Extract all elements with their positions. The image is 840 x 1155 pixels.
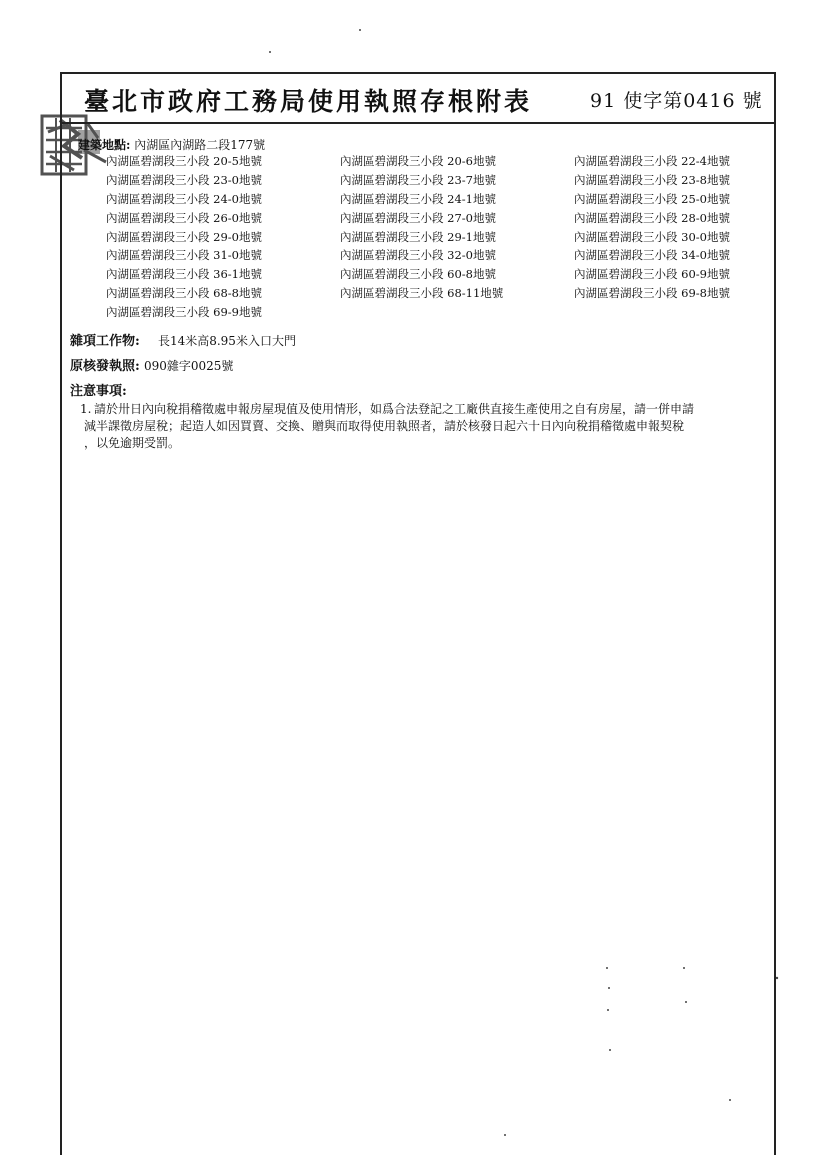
lot-column-3 [574,152,730,303]
lot-entry: 內湖區碧湖段三小段 32-0地號 [340,248,496,263]
lot-entry: 內湖區碧湖段三小段 36-1地號 [106,267,262,282]
notes-heading: 注意事項: [70,384,127,399]
note-text-line: 減半課徵房屋稅；起造人如因買賣、交換、贈與而取得使用執照者，請於核發日起六十日內向稅捐稽徵處申報契稅 [84,419,685,433]
lot-entry: 內湖區碧湖段三小段 22-4地號 [574,154,730,168]
lot-entry: 內湖區碧湖段三小段 23-8地號 [574,172,730,187]
lot-entry: 內湖區碧湖段三小段 24-1地號 [340,191,496,206]
lot-entry: 內湖區碧湖段三小段 69-8地號 [574,286,730,301]
lot-entry: 內湖區碧湖段三小段 26-0地號 [106,210,262,225]
lot-entry: 內湖區碧湖段三小段 23-7地號 [340,172,496,187]
lot-column-1 [106,152,262,322]
note-item [80,401,780,452]
original-permit-value: 090雜字0025號 [143,359,234,373]
document-title: 臺北市政府工務局使用執照存根附表 [84,87,533,116]
permit-number: 91 使字第0416 號 [590,90,763,112]
lot-column-2 [340,152,503,303]
lot-entry: 內湖區碧湖段三小段 20-5地號 [106,154,262,168]
lot-entry: 內湖區碧湖段三小段 60-8地號 [340,267,496,282]
lot-entry: 內湖區碧湖段三小段 60-9地號 [574,267,730,282]
lot-entry: 內湖區碧湖段三小段 31-0地號 [106,248,262,263]
note-text-line: 請於卅日內向稅捐稽徵處申報房屋現值及使用情形，如爲合法登記之工廠供直接生產使用之自有房屋，請一併申請 [94,402,695,416]
location-address: 內湖區內湖路二段177號 [134,138,266,152]
note-text-line: ，以免逾期受罰。 [84,436,181,450]
lot-entry: 內湖區碧湖段三小段 29-0地號 [106,229,262,244]
location-label: 建築地點: [78,138,131,152]
lot-entry: 內湖區碧湖段三小段 24-0地號 [106,191,262,206]
lot-entry: 內湖區碧湖段三小段 68-8地號 [106,286,262,301]
lot-entry: 內湖區碧湖段三小段 27-0地號 [340,210,496,225]
lot-entry: 內湖區碧湖段三小段 20-6地號 [340,154,496,168]
misc-work-line [70,330,296,349]
lot-entry: 內湖區碧湖段三小段 28-0地號 [574,210,730,225]
lot-entry: 內湖區碧湖段三小段 34-0地號 [574,248,730,263]
misc-work-label: 雜項工作物: [70,334,140,349]
lot-entry: 內湖區碧湖段三小段 69-9地號 [106,305,262,320]
document-header [62,74,774,124]
original-permit-line [70,355,233,374]
location-line [78,136,265,153]
misc-work-value: 長14米高8.95米入口大門 [157,334,296,348]
original-permit-label: 原核發執照: [70,359,140,374]
lot-entry: 內湖區碧湖段三小段 30-0地號 [574,229,730,244]
lot-entry: 內湖區碧湖段三小段 25-0地號 [574,191,730,206]
lot-entry: 內湖區碧湖段三小段 23-0地號 [106,172,262,187]
lot-entry: 內湖區碧湖段三小段 29-1地號 [340,229,496,244]
note-number: 1. [80,402,92,416]
lot-entry: 內湖區碧湖段三小段 68-11地號 [340,286,504,301]
